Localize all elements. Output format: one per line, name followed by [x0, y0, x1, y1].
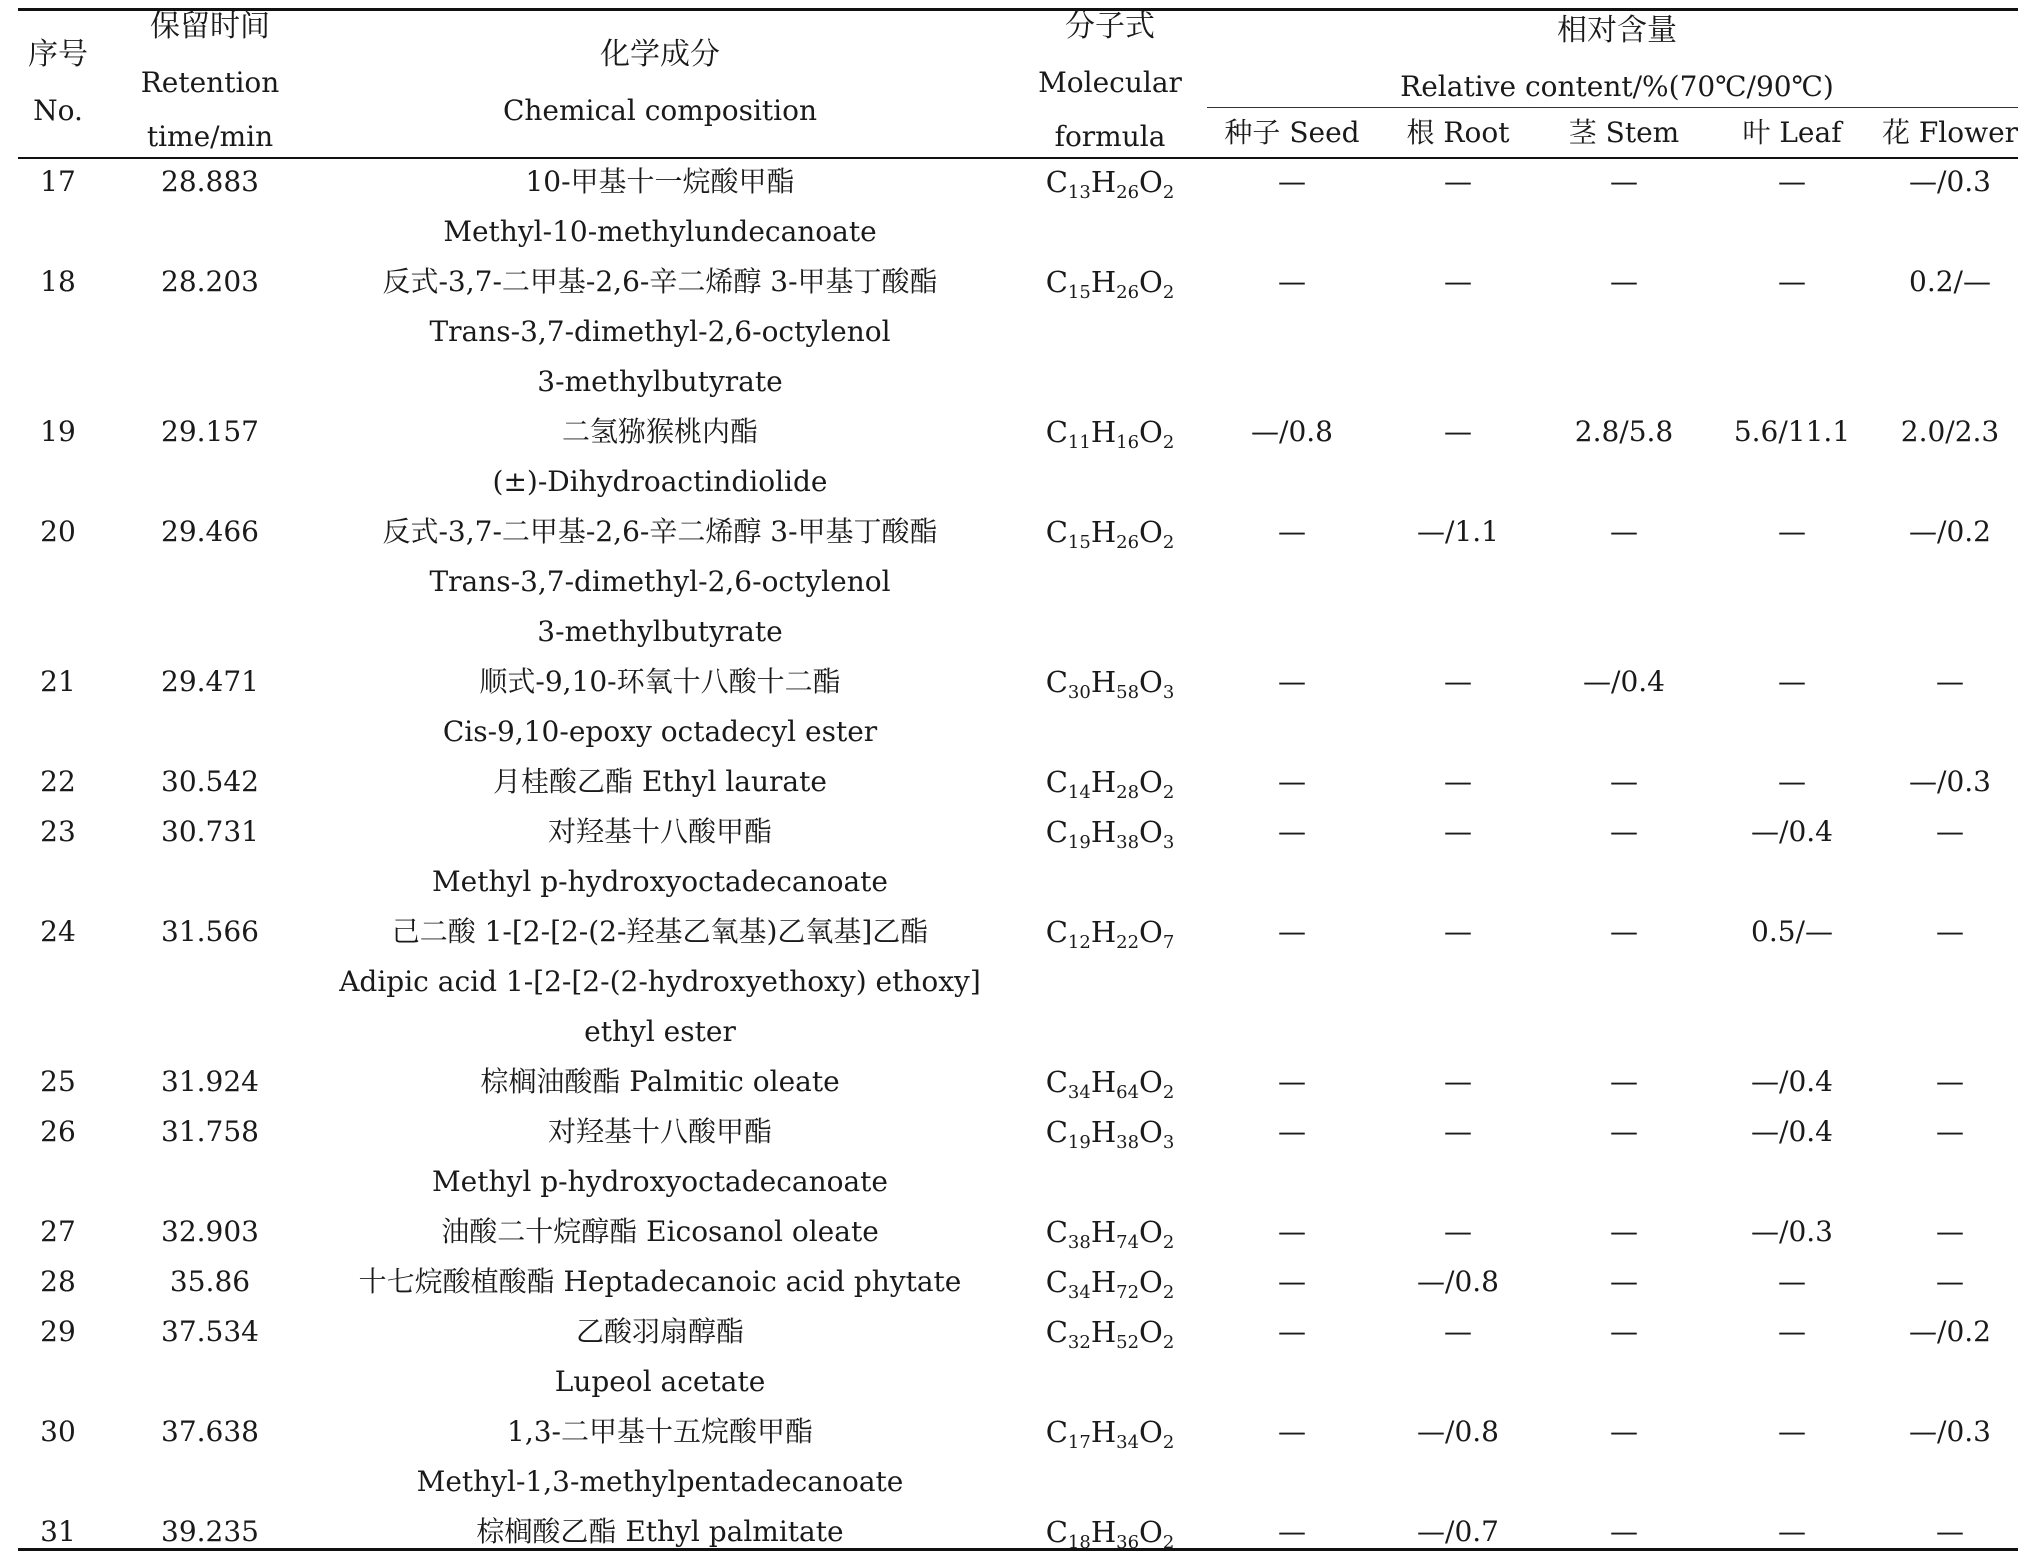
compound-name: 己二酸 1-[2-[2-(2-羟基乙氧基)乙氧基]乙酯: [391, 915, 929, 948]
content-seed: —: [1278, 1515, 1306, 1548]
formula-element: H: [1090, 165, 1117, 199]
row-number: 26: [40, 1115, 76, 1148]
header-formula-zh: 分子式: [1065, 9, 1155, 44]
formula-subscript: 2: [1162, 182, 1175, 203]
retention-time: 31.758: [161, 1115, 259, 1148]
header-flower: 花 Flower: [1881, 116, 2019, 149]
formula-subscript: 18: [1067, 1532, 1091, 1553]
formula-subscript: 7: [1162, 932, 1175, 953]
formula-element: C: [1045, 915, 1068, 949]
retention-time: 37.638: [161, 1415, 259, 1448]
compound-name: 对羟基十八酸甲酯: [547, 815, 773, 848]
formula-subscript: 2: [1162, 282, 1175, 303]
content-leaf: —: [1778, 265, 1806, 298]
header-rt-en1: Retention: [140, 66, 280, 99]
molecular-formula: [1045, 1515, 1175, 1553]
header-no-en: No.: [33, 94, 83, 127]
compound-name-line: Trans-3,7-dimethyl-2,6-octylenol: [429, 315, 891, 348]
content-stem: —: [1610, 1215, 1638, 1248]
content-seed: —: [1278, 1315, 1306, 1348]
formula-subscript: 34: [1116, 1432, 1140, 1453]
formula-subscript: 74: [1116, 1232, 1140, 1253]
formula-subscript: 15: [1067, 532, 1091, 553]
content-root: —: [1444, 415, 1472, 448]
molecular-formula: [1045, 915, 1175, 953]
table-top-rule: [18, 8, 2018, 11]
content-root: —: [1444, 815, 1472, 848]
formula-subscript: 11: [1067, 432, 1091, 453]
retention-time: 28.883: [161, 165, 259, 198]
compound-name-line: Methyl p-hydroxyoctadecanoate: [432, 865, 888, 898]
formula-element: C: [1045, 665, 1068, 699]
compound-name-line: (±)-Dihydroactindiolide: [492, 465, 828, 498]
formula-subscript: 14: [1067, 782, 1091, 803]
retention-time: 29.157: [161, 415, 259, 448]
molecular-formula: [1045, 515, 1175, 553]
row-number: 24: [40, 915, 76, 948]
formula-element: C: [1045, 815, 1068, 849]
content-leaf: 0.5/—: [1751, 915, 1833, 948]
content-root: —: [1444, 1065, 1472, 1098]
formula-subscript: 38: [1067, 1232, 1091, 1253]
formula-subscript: 2: [1162, 1532, 1175, 1553]
formula-element: H: [1090, 1515, 1117, 1549]
content-stem: —: [1610, 1115, 1638, 1148]
row-number: 30: [40, 1415, 76, 1448]
formula-element: O: [1139, 665, 1163, 699]
formula-subscript: 3: [1162, 1132, 1175, 1153]
formula-element: C: [1045, 265, 1068, 299]
molecular-formula: [1045, 1315, 1175, 1353]
content-seed: —: [1278, 1415, 1306, 1448]
formula-element: C: [1045, 415, 1068, 449]
formula-subscript: 26: [1116, 182, 1140, 203]
row-number: 19: [40, 415, 76, 448]
formula-element: C: [1045, 765, 1068, 799]
content-seed: —: [1278, 915, 1306, 948]
formula-element: C: [1045, 1265, 1068, 1299]
formula-subscript: 38: [1116, 832, 1140, 853]
formula-element: O: [1139, 915, 1163, 949]
molecular-formula: [1045, 665, 1175, 703]
formula-element: C: [1045, 1215, 1068, 1249]
formula-element: H: [1090, 1315, 1117, 1349]
molecular-formula: [1045, 815, 1175, 853]
relative-content-underline: [1207, 107, 2018, 108]
compound-name: 棕榈酸乙酯 Ethyl palmitate: [476, 1515, 844, 1548]
content-flower: —/0.2: [1909, 1315, 1991, 1348]
formula-subscript: 2: [1162, 1432, 1175, 1453]
content-root: —: [1444, 1315, 1472, 1348]
formula-element: H: [1090, 515, 1117, 549]
content-leaf: —/0.3: [1751, 1215, 1833, 1248]
retention-time: 30.542: [161, 765, 259, 798]
formula-subscript: 28: [1116, 782, 1140, 803]
compound-name-line: Cis-9,10-epoxy octadecyl ester: [442, 715, 878, 748]
compound-name: 二氢猕猴桃内酯: [561, 415, 759, 448]
content-seed: —/0.8: [1251, 415, 1333, 448]
retention-time: 35.86: [169, 1265, 251, 1298]
retention-time: 30.731: [161, 815, 259, 848]
content-flower: —: [1936, 1215, 1964, 1248]
formula-element: C: [1045, 1065, 1068, 1099]
content-stem: —: [1610, 915, 1638, 948]
formula-subscript: 3: [1162, 682, 1175, 703]
formula-subscript: 13: [1067, 182, 1091, 203]
content-flower: —: [1936, 915, 1964, 948]
compound-name-line: 3-methylbutyrate: [537, 615, 783, 648]
content-stem: —: [1610, 815, 1638, 848]
molecular-formula: [1045, 265, 1175, 303]
formula-subscript: 34: [1067, 1282, 1091, 1303]
formula-subscript: 22: [1116, 932, 1140, 953]
content-root: —: [1444, 915, 1472, 948]
content-leaf: —: [1778, 1415, 1806, 1448]
row-number: 20: [40, 515, 76, 548]
compound-name-line: ethyl ester: [584, 1015, 736, 1048]
compound-name-line: 3-methylbutyrate: [537, 365, 783, 398]
content-root: —: [1444, 1215, 1472, 1248]
content-flower: —/0.3: [1909, 1415, 1991, 1448]
formula-subscript: 36: [1116, 1532, 1140, 1553]
retention-time: 29.466: [161, 515, 259, 548]
content-seed: —: [1278, 1115, 1306, 1148]
formula-subscript: 15: [1067, 282, 1091, 303]
content-seed: —: [1278, 1065, 1306, 1098]
compound-name: 1,3-二甲基十五烷酸甲酯: [507, 1415, 813, 1448]
formula-element: H: [1090, 265, 1117, 299]
content-leaf: —/0.4: [1751, 1065, 1833, 1098]
content-flower: —: [1936, 815, 1964, 848]
content-flower: —/0.2: [1909, 515, 1991, 548]
formula-element: H: [1090, 415, 1117, 449]
content-seed: —: [1278, 815, 1306, 848]
content-flower: —: [1936, 1065, 1964, 1098]
row-number: 23: [40, 815, 76, 848]
retention-time: 37.534: [161, 1315, 259, 1348]
formula-subscript: 30: [1067, 682, 1091, 703]
formula-element: H: [1090, 665, 1117, 699]
compound-name: 油酸二十烷醇酯 Eicosanol oleate: [441, 1215, 879, 1248]
formula-subscript: 2: [1162, 1082, 1175, 1103]
content-root: —: [1444, 165, 1472, 198]
formula-element: O: [1139, 1215, 1163, 1249]
row-number: 22: [40, 765, 76, 798]
header-stem: 茎 Stem: [1568, 116, 1680, 149]
row-number: 18: [40, 265, 76, 298]
formula-subscript: 26: [1116, 532, 1140, 553]
molecular-formula: [1045, 1115, 1175, 1153]
formula-element: C: [1045, 1115, 1068, 1149]
formula-element: O: [1139, 1315, 1163, 1349]
molecular-formula: [1045, 1065, 1175, 1103]
content-stem: —: [1610, 515, 1638, 548]
formula-subscript: 52: [1116, 1332, 1140, 1353]
formula-subscript: 12: [1067, 932, 1091, 953]
compound-name: 对羟基十八酸甲酯: [547, 1115, 773, 1148]
formula-subscript: 2: [1162, 532, 1175, 553]
content-seed: —: [1278, 665, 1306, 698]
compound-name: 10-甲基十一烷酸甲酯: [525, 165, 795, 198]
formula-element: O: [1139, 1115, 1163, 1149]
content-leaf: —: [1778, 1515, 1806, 1548]
content-leaf: —: [1778, 665, 1806, 698]
compound-name: 顺式-9,10-环氧十八酸十二酯: [479, 665, 841, 698]
content-stem: —: [1610, 1415, 1638, 1448]
molecular-formula: [1045, 1265, 1175, 1303]
formula-subscript: 2: [1162, 1332, 1175, 1353]
molecular-formula: [1045, 415, 1175, 453]
formula-element: H: [1090, 915, 1117, 949]
row-number: 31: [40, 1515, 76, 1548]
header-content-en: Relative content/%(70℃/90℃): [1400, 70, 1834, 103]
content-leaf: —: [1778, 1315, 1806, 1348]
retention-time: 31.566: [161, 915, 259, 948]
formula-element: H: [1090, 815, 1117, 849]
content-stem: —: [1610, 265, 1638, 298]
content-root: —/0.8: [1417, 1415, 1499, 1448]
formula-element: C: [1045, 165, 1068, 199]
table-bottom-rule: [18, 1548, 2018, 1551]
content-seed: —: [1278, 1215, 1306, 1248]
formula-element: O: [1139, 765, 1163, 799]
content-seed: —: [1278, 1265, 1306, 1298]
retention-time: 32.903: [161, 1215, 259, 1248]
content-root: —: [1444, 765, 1472, 798]
content-stem: —: [1610, 1065, 1638, 1098]
content-root: —/0.8: [1417, 1265, 1499, 1298]
formula-subscript: 38: [1116, 1132, 1140, 1153]
content-leaf: 5.6/11.1: [1733, 415, 1851, 448]
formula-subscript: 2: [1162, 1282, 1175, 1303]
row-number: 29: [40, 1315, 76, 1348]
formula-subscript: 32: [1067, 1332, 1091, 1353]
formula-subscript: 16: [1116, 432, 1140, 453]
formula-element: H: [1090, 1415, 1117, 1449]
retention-time: 31.924: [161, 1065, 259, 1098]
content-stem: —: [1610, 765, 1638, 798]
formula-element: O: [1139, 165, 1163, 199]
content-leaf: —: [1778, 515, 1806, 548]
content-flower: —/0.3: [1909, 165, 1991, 198]
compound-name-line: Lupeol acetate: [554, 1365, 766, 1398]
content-stem: —: [1610, 1515, 1638, 1548]
retention-time: 39.235: [161, 1515, 259, 1548]
content-flower: —: [1936, 1265, 1964, 1298]
content-seed: —: [1278, 165, 1306, 198]
formula-element: O: [1139, 815, 1163, 849]
content-stem: 2.8/5.8: [1574, 415, 1674, 448]
compound-name: 十七烷酸植酸酯 Heptadecanoic acid phytate: [358, 1265, 962, 1298]
content-leaf: —: [1778, 165, 1806, 198]
formula-subscript: 3: [1162, 832, 1175, 853]
compound-name-line: Methyl-1,3-methylpentadecanoate: [416, 1465, 904, 1498]
row-number: 28: [40, 1265, 76, 1298]
formula-subscript: 2: [1162, 782, 1175, 803]
content-stem: —: [1610, 1315, 1638, 1348]
formula-subscript: 58: [1116, 682, 1140, 703]
formula-subscript: 19: [1067, 1132, 1091, 1153]
header-rt-zh: 保留时间: [150, 9, 270, 44]
compound-name: 反式-3,7-二甲基-2,6-辛二烯醇 3-甲基丁酸酯: [382, 265, 938, 298]
row-number: 27: [40, 1215, 76, 1248]
content-leaf: —/0.4: [1751, 1115, 1833, 1148]
header-composition-zh: 化学成分: [600, 37, 720, 72]
formula-element: O: [1139, 1515, 1163, 1549]
formula-subscript: 2: [1162, 1232, 1175, 1253]
formula-element: C: [1045, 1415, 1068, 1449]
compound-name: 乙酸羽扇醇酯: [575, 1315, 745, 1348]
compound-name: 月桂酸乙酯 Ethyl laurate: [493, 765, 827, 798]
compound-name-line: Trans-3,7-dimethyl-2,6-octylenol: [429, 565, 891, 598]
content-seed: —: [1278, 765, 1306, 798]
formula-element: O: [1139, 1265, 1163, 1299]
header-content-zh: 相对含量: [1557, 13, 1677, 48]
formula-subscript: 64: [1116, 1082, 1140, 1103]
formula-element: C: [1045, 515, 1068, 549]
content-flower: —: [1936, 1115, 1964, 1148]
content-stem: —: [1610, 1265, 1638, 1298]
formula-subscript: 19: [1067, 832, 1091, 853]
molecular-formula: [1045, 1415, 1175, 1453]
content-root: —/1.1: [1417, 515, 1499, 548]
content-stem: —: [1610, 165, 1638, 198]
content-flower: 0.2/—: [1909, 265, 1991, 298]
compound-name-line: Methyl-10-methylundecanoate: [443, 215, 877, 248]
content-leaf: —/0.4: [1751, 815, 1833, 848]
formula-subscript: 2: [1162, 432, 1175, 453]
formula-subscript: 34: [1067, 1082, 1091, 1103]
formula-element: H: [1090, 1215, 1117, 1249]
molecular-formula: [1045, 165, 1175, 203]
header-formula-en1: Molecular: [1038, 66, 1182, 99]
content-seed: —: [1278, 515, 1306, 548]
content-seed: —: [1278, 265, 1306, 298]
content-flower: —: [1936, 665, 1964, 698]
formula-element: C: [1045, 1315, 1068, 1349]
retention-time: 29.471: [161, 665, 259, 698]
formula-element: H: [1090, 765, 1117, 799]
retention-time: 28.203: [161, 265, 259, 298]
formula-element: O: [1139, 515, 1163, 549]
content-root: —: [1444, 665, 1472, 698]
formula-element: H: [1090, 1065, 1117, 1099]
row-number: 17: [40, 165, 76, 198]
formula-element: O: [1139, 1415, 1163, 1449]
compound-name-line: Methyl p-hydroxyoctadecanoate: [432, 1165, 888, 1198]
compound-name: 棕榈油酸酯 Palmitic oleate: [480, 1065, 840, 1098]
content-flower: 2.0/2.3: [1900, 415, 2000, 448]
formula-element: H: [1090, 1265, 1117, 1299]
header-no-zh: 序号: [28, 37, 88, 72]
content-leaf: —: [1778, 1265, 1806, 1298]
row-number: 25: [40, 1065, 76, 1098]
formula-element: O: [1139, 1065, 1163, 1099]
formula-subscript: 26: [1116, 282, 1140, 303]
header-formula-en2: formula: [1054, 120, 1166, 153]
formula-element: H: [1090, 1115, 1117, 1149]
formula-subscript: 72: [1116, 1282, 1140, 1303]
formula-element: C: [1045, 1515, 1068, 1549]
content-root: —: [1444, 1115, 1472, 1148]
formula-element: O: [1139, 265, 1163, 299]
molecular-formula: [1045, 765, 1175, 803]
header-rt-en2: time/min: [146, 120, 274, 153]
compound-name-line: Adipic acid 1-[2-[2-(2-hydroxyethoxy) ethoxy]: [339, 965, 981, 998]
content-root: —: [1444, 265, 1472, 298]
header-leaf: 叶 Leaf: [1742, 116, 1842, 149]
content-flower: —/0.3: [1909, 765, 1991, 798]
content-flower: —: [1936, 1515, 1964, 1548]
row-number: 21: [40, 665, 76, 698]
formula-subscript: 17: [1067, 1432, 1091, 1453]
header-seed: 种子 Seed: [1224, 116, 1360, 149]
compound-name: 反式-3,7-二甲基-2,6-辛二烯醇 3-甲基丁酸酯: [382, 515, 938, 548]
molecular-formula: [1045, 1215, 1175, 1253]
content-stem: —/0.4: [1583, 665, 1665, 698]
content-root: —/0.7: [1417, 1515, 1499, 1548]
header-root: 根 Root: [1406, 116, 1510, 149]
table-header-rule: [18, 157, 2018, 159]
content-leaf: —: [1778, 765, 1806, 798]
formula-element: O: [1139, 415, 1163, 449]
header-composition-en: Chemical composition: [502, 94, 818, 127]
